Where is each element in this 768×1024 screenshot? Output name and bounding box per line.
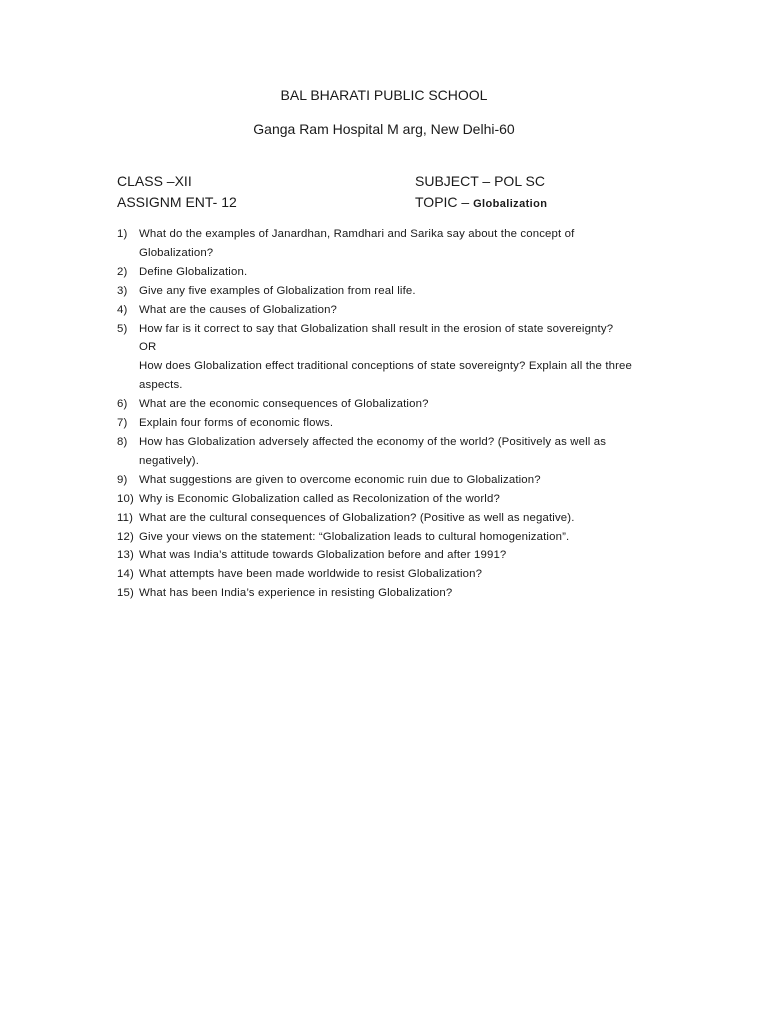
question-item [117, 528, 657, 547]
question-text-line: Give any five examples of Globalization from real life. [139, 284, 416, 297]
question-text-line: Give your views on the statement: “Globalization leads to cultural homogenization”. [139, 530, 570, 543]
question-number: 5) [117, 322, 128, 335]
question-item [117, 471, 657, 490]
topic-label [415, 192, 547, 214]
question-item [117, 490, 657, 509]
question-number: 9) [117, 473, 128, 486]
question-number: 10) [117, 492, 134, 505]
question-number: 11) [117, 511, 134, 524]
question-number: 1) [117, 228, 128, 240]
question-text-line: What attempts have been made worldwide to resist Globalization? [139, 568, 483, 581]
question-item [117, 320, 657, 396]
question-text-line: How does Globalization effect traditional conceptions of state sovereignty? Explain all the three [139, 360, 633, 373]
question-text-line: What suggestions are given to overcome economic ruin due to Globalization? [139, 473, 541, 486]
school-name: BAL BHARATI PUBLIC SCHOOL [280, 87, 488, 103]
question-text-line: What was India’s attitude towards Globalization before and after 1991? [139, 549, 507, 562]
question-list [117, 225, 657, 603]
question-text-line: What has been India’s experience in resisting Globalization? [139, 587, 453, 600]
question-text-line: Explain four forms of economic flows. [139, 417, 334, 430]
question-text-line: Why is Economic Globalization called as Recolonization of the world? [139, 492, 500, 505]
question-item [117, 225, 657, 263]
question-text-line: Define Globalization. [139, 265, 248, 278]
question-item [117, 546, 657, 565]
class-label: CLASS –XII [117, 173, 192, 189]
question-number: 2) [117, 265, 128, 278]
question-number: 13) [117, 549, 134, 562]
topic-prefix: TOPIC – [415, 194, 474, 210]
question-item [117, 565, 657, 584]
question-text-line: How far is it correct to say that Globalization shall result in the erosion of state sovereignty? [139, 322, 614, 335]
school-address: Ganga Ram Hospital M arg, New Delhi-60 [253, 121, 515, 137]
question-number: 7) [117, 417, 128, 430]
question-item [117, 301, 657, 320]
question-item [117, 414, 657, 433]
question-number: 3) [117, 284, 128, 297]
question-item [117, 263, 657, 282]
question-text-line: What do the examples of Janardhan, Ramdhari and Sarika say about the concept of [139, 228, 575, 240]
question-text-line: What are the cultural consequences of Globalization? (Positive as well as negative). [139, 511, 575, 524]
question-item [117, 584, 657, 603]
question-number: 4) [117, 303, 128, 316]
subject-label: SUBJECT – POL SC [415, 173, 545, 189]
question-number: 6) [117, 398, 128, 411]
question-item [117, 509, 657, 528]
question-item [117, 282, 657, 301]
question-text-line: negatively). [139, 454, 200, 467]
question-text-line: Globalization? [139, 246, 214, 259]
question-number: 15) [117, 587, 134, 600]
question-text-line: OR [139, 341, 157, 354]
question-number: 8) [117, 435, 128, 448]
assignment-label: ASSIGNM ENT- 12 [117, 194, 237, 210]
question-text-line: What are the causes of Globalization? [139, 303, 338, 316]
question-item [117, 395, 657, 414]
question-item [117, 433, 657, 471]
question-text-line: How has Globalization adversely affected the economy of the world? (Positively as well as [139, 435, 607, 448]
question-text-line: What are the economic consequences of Globalization? [139, 398, 429, 411]
topic-value: Globalization [473, 198, 548, 210]
question-number: 12) [117, 530, 134, 543]
question-text-line: aspects. [139, 379, 183, 392]
question-number: 14) [117, 568, 134, 581]
